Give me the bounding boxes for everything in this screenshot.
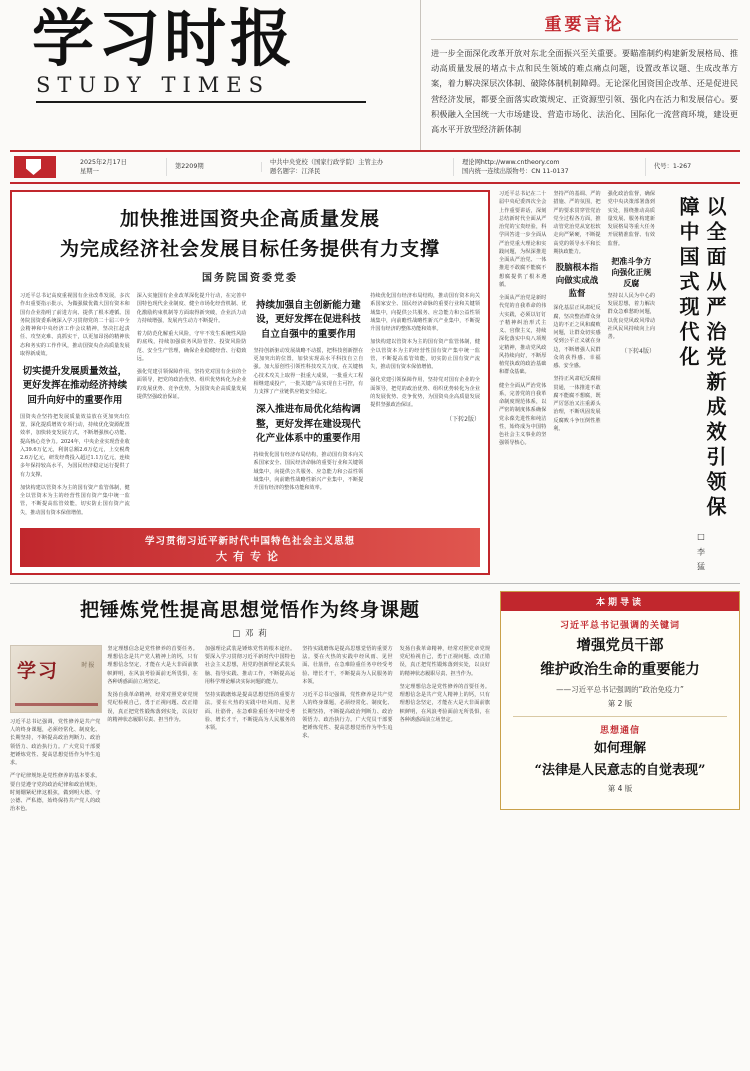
right-continue-note: （下转4版） (621, 348, 655, 356)
right-subhead-1: 股脑根本指向做实成战监督 (555, 263, 599, 299)
lead-column-2 (137, 292, 247, 522)
paragraph: 习近平总书记在二十届中央纪委四次全会上作重要讲话，深刻总结新时代全面从严治党的宝贵经验，科学回答进一步全面从严治党重大理论和实践问题，为纵深推进全面从严治党、一体推进不敢腐不能腐不想腐提供了根本遵循。 (499, 191, 547, 288)
paragraph: 深入实施国有企业改革深化提升行动，在完善中国特色现代企业制度、健全市场化经营机制、优化激励约束机制等方面取得新突破，企业活力动力持续增强，发展内生动力不断提升。 (136, 293, 247, 324)
lower-column-3 (205, 645, 295, 819)
publication-info: 理论网http://www.cntheory.com 国内统一连续出版物号：CN 11-0137 (454, 158, 646, 177)
thumbnail-caption: 时报 (81, 661, 96, 669)
guide-kicker-2[interactable]: 思想通信 (599, 726, 640, 737)
banner-sub-text: 大有专论 (216, 549, 284, 563)
guide-kicker-1[interactable]: 习近平总书记强调的关键词 (559, 620, 680, 631)
guide-page-1: 第 2 版 (607, 699, 633, 709)
lower-article-title: 把锤炼党性提高思想觉悟作为终身课题 (79, 598, 420, 621)
paragraph: 强化党建引领保障作用，坚持党对国有企业的全面领导，把党的政治优势、组织优势转化为企业的发展优势、竞争优势，为国资央企高质量发展提供坚强政治保证。 (370, 377, 480, 409)
lower-article-columns (10, 645, 490, 819)
important-statement-box (420, 0, 750, 150)
paragraph: 习近平总书记强调，党性修养是共产党人的终身课题，必须经常化、制度化、长期坚持，不断提高政治判断力、政治领悟力、政治执行力。广大党员干部要把锤炼党性、提高思想觉悟作为毕生追求。 (302, 692, 393, 740)
masthead-info-strip (10, 150, 740, 184)
guide-page-2: 第 4 版 (607, 784, 633, 794)
thumbnail-bar (15, 703, 98, 706)
banner-main-text: 学习贯彻习近平新时代中国特色社会主义思想 (144, 535, 355, 547)
paragraph: 健全全面从严治党体系，完善党的自我革命制度规范体系，以严密的制度体系确保党永葆先进性和纯洁性，始终成为中国特色社会主义事业的坚强领导核心。 (499, 382, 547, 447)
lead-article-columns (20, 292, 480, 522)
issue-guide-box (500, 591, 740, 811)
right-feature-author: □ 李 猛 (696, 532, 706, 573)
paragraph: 坚持实践磨炼是提高思想觉悟的重要方法。要在火热的实践中经风雨、见世面、壮筋骨，在急难险重任务中经受考验、增长才干，不断提高为人民服务的本领。 (204, 692, 296, 732)
paragraph: 加快构建以管资本为主的国有资产监管体制，健全以管资本为主的经营性国有资产集中统一监管，不断提高监管效能，切实防止国有资产流失，推动国有资本保值增值。 (370, 339, 480, 371)
lead-article-byline: 国务院国资委党委 (202, 273, 298, 285)
lead-subhead-1: 切实提升发展质量效益，更好发挥在推动经济持续回升向好中的重要作用 (22, 366, 128, 406)
lower-column-5 (400, 645, 490, 819)
lower-column-1 (10, 645, 100, 819)
lead-article-title-2: 为完成经济社会发展目标任务提供有力支撑 (59, 237, 440, 260)
paragraph: 坚持以人民为中心的发展思想，着力解决群众急难愁盼问题，以优良党风政风带动社风民风持续向上向善。 (607, 292, 655, 340)
main-content (0, 184, 750, 575)
lower-article (10, 591, 490, 819)
paragraph: 强化政治监督，确保党中央决策部署落到实处，围绕推动高质量发展、服务构建新发展格局等重大任务开展精准监督、有效监督。 (607, 191, 655, 247)
paragraph: 加快构建以管资本为主的国有资产监管体制，健全以管资本为主的经营性国有资产集中统一监管，不断提高监管效能，切实防止国有资产流失，推动国有资本保值增值。 (20, 484, 130, 516)
lead-article (10, 190, 490, 575)
paragraph: 习近平总书记强调，党性修养是共产党人的终身课题，必须经常化、制度化、长期坚持，不断提高政治判断力、政治领悟力、政治执行力。广大党员干部要把锤炼党性、提高思想觉悟作为毕生追求。 (10, 718, 101, 767)
masthead (0, 0, 750, 150)
important-statement-title: 重要言论 (544, 15, 625, 35)
paragraph: 持续优化国有经济布局结构，推动国有资本向关系国家安全、国民经济命脉的重要行业和关键领域集中，向提供公共服务、应急能力和公益性领域集中，向前瞻性战略性新兴产业集中，不断提升国有经济的整体功能和效率。 (370, 293, 480, 333)
paragraph: 加强理论武装是锤炼党性的根本途径。要深入学习贯彻习近平新时代中国特色社会主义思想，用党的创新理论武装头脑、指导实践、推动工作，不断提高运用科学理论解决实际问题的能力。 (204, 645, 296, 685)
paper-title-en: STUDY TIMES (36, 73, 270, 98)
guide-title-2a[interactable]: 如何理解 (593, 741, 646, 757)
article-thumbnail (10, 645, 102, 713)
special-column-banner (20, 528, 480, 567)
paragraph: 习近平总书记高度重视国有企业改革发展，多次作出重要指示批示，为做强做优做大国有资本和国有企业指明了前进方向、提供了根本遵循。国务院国资委系统深入学习贯彻党的二十届三中全会精神和中央经济工作会议精神，坚决扛起责任、攻坚克难、真抓实干，以更加昂扬的精神状态和务实的工作作风，推动国资央企高质量发展取得新成效。 (20, 293, 130, 357)
right-feature-columns (499, 190, 740, 575)
paragraph: 坚持创新驱动发展战略不动摇，把科技创新摆在更加突出的位置，加快实现高水平科技自立自强。加大原创性引领性科技攻关力度，在关键核心技术攻关上取得一批重大成果，一批重大工程相继建成投产，一批关键产品实现自主可控，有力支撑了产业链供应链安全稳定。 (253, 347, 364, 396)
flag-icon (10, 154, 64, 180)
postal-code: 代号：1-267 (654, 163, 692, 171)
lead-column-1 (20, 292, 130, 522)
paragraph: 持续优化国有经济布局结构，推动国有资本向关系国家安全、国民经济命脉的重要行业和关键领域集中，向提供公共服务、应急能力和公益性领域集中，向前瞻性战略性新兴产业集中，不断提升国有经济的整体功能和效率。 (253, 452, 364, 492)
right-title-column (662, 190, 740, 575)
paragraph: 强化党建引领保障作用，坚持党对国有企业的全面领导，把党的政治优势、组织优势转化为企业的发展优势、竞争优势，为国资央企高质量发展提供坚强政治保证。 (136, 369, 247, 400)
lead-subhead-2: 持续加强自主创新能力建设，更好发挥在促进科技自立自强中的重要作用 (256, 300, 361, 340)
right-feature-title: 以全面从严治党新成效引领保障中国式现代化 (675, 196, 727, 521)
guide-subtitle-1: ——习近平总书记强调的“政治免疫力” (556, 685, 684, 695)
paragraph: 坚定理想信念是党性修养的首要任务。理想信念是共产党人精神上的钙，只有理想信念坚定，才能在大是大非面前旗帜鲜明，在风浪考验面前无所畏惧，在各种诱惑面前立场坚定。 (107, 645, 198, 685)
paragraph: 坚持正风肃纪反腐相贯通，一体推进不敢腐不能腐不想腐，既严厉惩治又注重源头治理，不断巩固发展反腐败斗争压倒性胜利。 (553, 376, 601, 432)
lower-column-2 (107, 645, 197, 819)
divider (431, 39, 738, 40)
guide-title-1a[interactable]: 增强党员干部 (576, 636, 664, 654)
paragraph: 全面从严治党是新时代党的自我革命的伟大实践，必须以钉钉子精神纠治形式主义、官僚主义，持续深化落实中央八项规定精神，推动党风政风持续向好，不断厚植党执政的政治基础和群众基础。 (499, 295, 547, 376)
divider (513, 716, 727, 717)
paper-title-cn: 学习时报 (32, 2, 297, 75)
sponsor-line: 中共中央党校（国家行政学院）主管主办 题名题字：江泽民 (262, 158, 454, 177)
right-column-2 (553, 190, 600, 575)
important-statement-body: 进一步全面深化改革开放对东北全面振兴至关重要。要瞄准制约构建新发展格局、推动高质量发展的堵点卡点和民生领域的难点痛点问题，设置改革议题、生成改革方案，着力解决深层次体制、破除体制机制障碍。无论深化国资国企改革、还是促进民营经济发展，都要全面落实政策规定、正资源型引领、强化内在活力和发展信心。要积极融入全国统一大市场建设、营造市场化、法治化、国际化一流营商环境，建设更高水平开放型经济新体制 (431, 48, 738, 134)
issue-date: 2025年2月17日 星期一 (72, 158, 167, 177)
right-subhead-2: 把准斗争方向强化正规反腐 (611, 255, 652, 288)
paragraph: 深化基层正风肃纪反腐，坚决整治群众身边的不正之风和腐败问题，让群众切实感受到公平正义就在身边，不断增强人民群众的获得感、幸福感、安全感。 (553, 305, 601, 369)
guide-title-2b[interactable]: “法律是人民意志的自觉表现” (534, 762, 706, 778)
right-feature-article (490, 190, 740, 575)
paragraph: 坚持实践磨炼是提高思想觉悟的重要方法。要在火热的实践中经风雨、见世面、壮筋骨，在急难险重任务中经受考验、增长才干，不断提高为人民服务的本领。 (302, 645, 393, 685)
lead-column-4 (370, 292, 480, 522)
paragraph: 坚定理想信念是党性修养的首要任务。理想信念是共产党人精神上的钙，只有理想信念坚定，才能在大是大非面前旗帜鲜明，在风浪考验面前无所畏惧，在各种诱惑面前立场坚定。 (399, 683, 491, 723)
paragraph: 发扬自我革命精神，经常对照党章党规党纪检视自己，勇于正视问题、改正错误，真正把党性锻炼落到实处，以良好的精神状态履职尽责、担当作为。 (399, 645, 491, 677)
paragraph: 坚持严的基调、严的措施、严的氛围，把严的要求贯穿管党治党全过程各方面，推动管党治党从宽松软走向严紧硬，不断提高党的领导水平和长期执政能力。 (553, 191, 601, 255)
right-column-1 (499, 190, 546, 575)
lead-article-title-1: 加快推进国资央企高质量发展 (119, 208, 380, 230)
lower-section (10, 583, 740, 819)
lead-continue-note: （下转2版） (446, 416, 480, 424)
paragraph: 国资央企坚持把发展质量效益放在更加突出位置，深化提质增效专项行动，持续优化资源配置效率，加快转变发展方式，不断增强核心功能、提高核心竞争力。2024年，中央企业实现营业收入39.6万亿元，利润总额2.6万亿元，上交税费2.6万亿元，研发经费投入超过1.1万亿元，连续多年保持较高水平，为国民经济稳定运行提供了有力支撑。 (20, 413, 130, 478)
lead-subhead-3: 深入推进布局优化结构调整，更好发挥在建设现代化产业体系中的重要作用 (256, 404, 361, 444)
masthead-rule (36, 101, 366, 103)
thumbnail-mark-text: 学习 (17, 659, 60, 682)
paragraph: 发扬自我革命精神，经常对照党章党规党纪检视自己，勇于正视问题、改正错误，真正把党性锻炼落到实处，以良好的精神状态履职尽责、担当作为。 (107, 692, 198, 723)
lower-article-byline: □ 邓 莉 (232, 628, 268, 639)
guide-title-1b[interactable]: 维护政治生命的重要能力 (540, 660, 700, 678)
paragraph: 着力防范化解重大风险，守牢不发生系统性风险的底线，持续加强债务风险管控、投资风险防范、安全生产管理，确保企业稳健经营、行稳致远。 (136, 331, 247, 362)
masthead-logo-area (0, 0, 420, 150)
issue-guide-header: 本期导读 (501, 592, 739, 611)
issue-number: 第2209期 (167, 162, 262, 171)
lower-column-4 (302, 645, 392, 819)
lead-column-3 (254, 292, 364, 522)
right-column-3 (608, 190, 655, 575)
paragraph: 严守纪律规矩是党性修养的基本要求。要自觉遵守党的政治纪律和政治规矩，时刻绷紧纪律这根弦，做到明大德、守公德、严私德，始终保持共产党人的政治本色。 (10, 773, 101, 813)
